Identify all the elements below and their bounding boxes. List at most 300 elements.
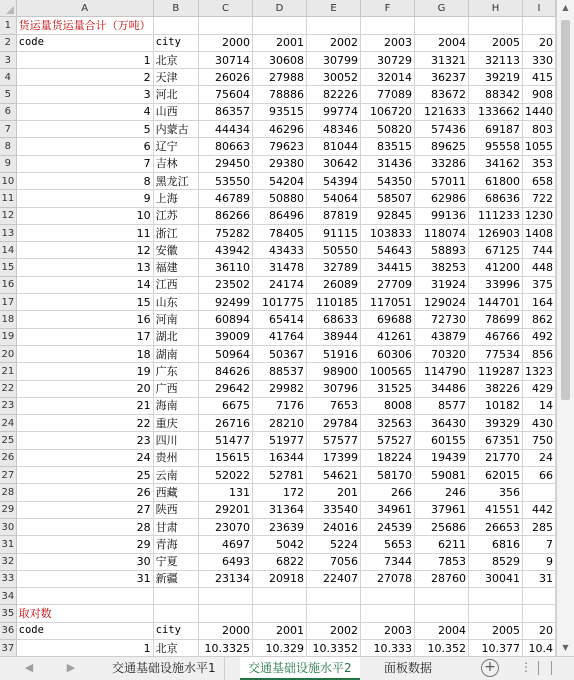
table-cell[interactable] — [252, 588, 306, 605]
row-header[interactable]: 19 — [0, 328, 16, 345]
column-header-b[interactable]: B — [153, 0, 198, 17]
year-header-cell[interactable]: 2002 — [306, 34, 360, 51]
column-header-g[interactable]: G — [414, 0, 468, 17]
value-cell[interactable]: 31321 — [414, 51, 468, 68]
value-cell[interactable]: 27709 — [360, 276, 414, 293]
value-cell[interactable]: 93515 — [252, 103, 306, 120]
code-cell[interactable]: 12 — [16, 242, 153, 259]
sheet-tab-1[interactable]: 交通基础设施水平1 — [104, 657, 225, 680]
value-cell[interactable]: 103833 — [360, 224, 414, 241]
value-cell[interactable]: 31924 — [414, 276, 468, 293]
value-cell[interactable]: 10.3325 — [198, 639, 252, 656]
value-cell[interactable]: 285 — [522, 518, 555, 535]
value-cell[interactable]: 88342 — [468, 86, 522, 103]
city-header-cell[interactable]: city — [153, 34, 198, 51]
value-cell[interactable]: 38944 — [306, 328, 360, 345]
value-cell[interactable]: 66 — [522, 467, 555, 484]
value-cell[interactable]: 52781 — [252, 467, 306, 484]
value-cell[interactable]: 43942 — [198, 242, 252, 259]
city-cell[interactable]: 新疆 — [153, 570, 198, 587]
table-cell[interactable] — [522, 17, 555, 34]
value-cell[interactable]: 95558 — [468, 138, 522, 155]
value-cell[interactable]: 356 — [468, 484, 522, 501]
city-cell[interactable]: 江西 — [153, 276, 198, 293]
row-header[interactable]: 4 — [0, 69, 16, 86]
table-cell[interactable] — [252, 605, 306, 622]
value-cell[interactable]: 21770 — [468, 449, 522, 466]
value-cell[interactable]: 61800 — [468, 172, 522, 189]
scroll-down-icon[interactable]: ▼ — [562, 643, 569, 652]
column-header-f[interactable]: F — [360, 0, 414, 17]
code-cell[interactable]: 21 — [16, 397, 153, 414]
value-cell[interactable]: 10.377 — [468, 639, 522, 656]
value-cell[interactable]: 131 — [198, 484, 252, 501]
code-cell[interactable]: 1 — [16, 639, 153, 656]
value-cell[interactable]: 31478 — [252, 259, 306, 276]
value-cell[interactable]: 31364 — [252, 501, 306, 518]
value-cell[interactable]: 10.3352 — [306, 639, 360, 656]
value-cell[interactable]: 31 — [522, 570, 555, 587]
city-cell[interactable]: 青海 — [153, 536, 198, 553]
city-cell[interactable]: 辽宁 — [153, 138, 198, 155]
value-cell[interactable]: 429 — [522, 380, 555, 397]
row-header[interactable]: 8 — [0, 138, 16, 155]
value-cell[interactable]: 266 — [360, 484, 414, 501]
code-cell[interactable]: 18 — [16, 345, 153, 362]
value-cell[interactable]: 54621 — [306, 467, 360, 484]
city-cell[interactable]: 安徽 — [153, 242, 198, 259]
value-cell[interactable]: 111233 — [468, 207, 522, 224]
value-cell[interactable]: 39219 — [468, 69, 522, 86]
code-cell[interactable]: 4 — [16, 103, 153, 120]
value-cell[interactable]: 330 — [522, 51, 555, 68]
table-cell[interactable] — [306, 17, 360, 34]
value-cell[interactable]: 54643 — [360, 242, 414, 259]
year-header-cell[interactable]: 2000 — [198, 34, 252, 51]
value-cell[interactable]: 7344 — [360, 553, 414, 570]
value-cell[interactable]: 29450 — [198, 155, 252, 172]
city-cell[interactable]: 宁夏 — [153, 553, 198, 570]
city-cell[interactable]: 上海 — [153, 190, 198, 207]
code-cell[interactable]: 10 — [16, 207, 153, 224]
code-cell[interactable]: 30 — [16, 553, 153, 570]
value-cell[interactable]: 101775 — [252, 294, 306, 311]
value-cell[interactable]: 33286 — [414, 155, 468, 172]
value-cell[interactable]: 41551 — [468, 501, 522, 518]
value-cell[interactable]: 27078 — [360, 570, 414, 587]
row-header[interactable]: 10 — [0, 172, 16, 189]
value-cell[interactable]: 51477 — [198, 432, 252, 449]
column-header-h[interactable]: H — [468, 0, 522, 17]
value-cell[interactable]: 50550 — [306, 242, 360, 259]
year-header-cell[interactable]: 20 — [522, 34, 555, 51]
table-cell[interactable] — [153, 588, 198, 605]
value-cell[interactable]: 7176 — [252, 397, 306, 414]
value-cell[interactable]: 10.333 — [360, 639, 414, 656]
select-all-corner[interactable] — [0, 0, 16, 17]
year-header-cell[interactable]: 2001 — [252, 622, 306, 639]
row-header[interactable]: 18 — [0, 311, 16, 328]
value-cell[interactable]: 862 — [522, 311, 555, 328]
value-cell[interactable]: 133662 — [468, 103, 522, 120]
value-cell[interactable]: 28210 — [252, 415, 306, 432]
code-cell[interactable]: 29 — [16, 536, 153, 553]
value-cell[interactable]: 6816 — [468, 536, 522, 553]
value-cell[interactable]: 36237 — [414, 69, 468, 86]
row-header[interactable]: 7 — [0, 121, 16, 138]
table-cell[interactable] — [360, 605, 414, 622]
value-cell[interactable]: 59081 — [414, 467, 468, 484]
year-header-cell[interactable]: 2005 — [468, 34, 522, 51]
value-cell[interactable]: 77089 — [360, 86, 414, 103]
city-cell[interactable]: 吉林 — [153, 155, 198, 172]
value-cell[interactable]: 8008 — [360, 397, 414, 414]
value-cell[interactable]: 82226 — [306, 86, 360, 103]
code-cell[interactable]: 7 — [16, 155, 153, 172]
city-cell[interactable]: 河南 — [153, 311, 198, 328]
row-header[interactable]: 23 — [0, 397, 16, 414]
code-cell[interactable]: 24 — [16, 449, 153, 466]
table-cell[interactable] — [198, 588, 252, 605]
value-cell[interactable]: 27988 — [252, 69, 306, 86]
value-cell[interactable]: 7653 — [306, 397, 360, 414]
value-cell[interactable]: 54394 — [306, 172, 360, 189]
value-cell[interactable]: 54204 — [252, 172, 306, 189]
value-cell[interactable]: 67125 — [468, 242, 522, 259]
code-cell[interactable]: 13 — [16, 259, 153, 276]
value-cell[interactable]: 75604 — [198, 86, 252, 103]
row-header[interactable]: 16 — [0, 276, 16, 293]
column-header-d[interactable]: D — [252, 0, 306, 17]
city-cell[interactable]: 黑龙江 — [153, 172, 198, 189]
city-cell[interactable]: 贵州 — [153, 449, 198, 466]
value-cell[interactable]: 23502 — [198, 276, 252, 293]
year-header-cell[interactable]: 2000 — [198, 622, 252, 639]
table-cell[interactable] — [306, 605, 360, 622]
next-sheet-icon[interactable]: ▶ — [66, 661, 76, 674]
value-cell[interactable]: 20918 — [252, 570, 306, 587]
value-cell[interactable]: 54064 — [306, 190, 360, 207]
value-cell[interactable]: 92499 — [198, 294, 252, 311]
value-cell[interactable]: 201 — [306, 484, 360, 501]
row-header[interactable]: 14 — [0, 242, 16, 259]
value-cell[interactable]: 28760 — [414, 570, 468, 587]
value-cell[interactable]: 32113 — [468, 51, 522, 68]
value-cell[interactable]: 86496 — [252, 207, 306, 224]
value-cell[interactable]: 38253 — [414, 259, 468, 276]
value-cell[interactable]: 24539 — [360, 518, 414, 535]
value-cell[interactable]: 57436 — [414, 121, 468, 138]
value-cell[interactable]: 99136 — [414, 207, 468, 224]
value-cell[interactable]: 19439 — [414, 449, 468, 466]
code-cell[interactable]: 9 — [16, 190, 153, 207]
value-cell[interactable]: 7853 — [414, 553, 468, 570]
row-header[interactable]: 34 — [0, 588, 16, 605]
row-header[interactable]: 28 — [0, 484, 16, 501]
value-cell[interactable]: 29201 — [198, 501, 252, 518]
value-cell[interactable]: 10.329 — [252, 639, 306, 656]
section-title-cell[interactable]: 货运量货运量合计（万吨） — [16, 17, 153, 34]
value-cell[interactable]: 750 — [522, 432, 555, 449]
city-cell[interactable]: 湖南 — [153, 345, 198, 362]
value-cell[interactable]: 70320 — [414, 345, 468, 362]
value-cell[interactable]: 25686 — [414, 518, 468, 535]
value-cell[interactable]: 65414 — [252, 311, 306, 328]
tab-splitter-handle[interactable] — [538, 661, 552, 675]
section-title-cell[interactable]: 取对数 — [16, 605, 153, 622]
value-cell[interactable]: 37961 — [414, 501, 468, 518]
code-cell[interactable]: 5 — [16, 121, 153, 138]
code-cell[interactable]: 31 — [16, 570, 153, 587]
value-cell[interactable]: 79623 — [252, 138, 306, 155]
row-header[interactable]: 2 — [0, 34, 16, 51]
value-cell[interactable]: 32563 — [360, 415, 414, 432]
value-cell[interactable]: 32014 — [360, 69, 414, 86]
value-cell[interactable]: 83672 — [414, 86, 468, 103]
city-cell[interactable]: 海南 — [153, 397, 198, 414]
table-cell[interactable] — [153, 605, 198, 622]
value-cell[interactable]: 50367 — [252, 345, 306, 362]
value-cell[interactable] — [522, 484, 555, 501]
row-header[interactable]: 11 — [0, 190, 16, 207]
value-cell[interactable]: 6493 — [198, 553, 252, 570]
code-cell[interactable]: 23 — [16, 432, 153, 449]
value-cell[interactable]: 5653 — [360, 536, 414, 553]
value-cell[interactable]: 58507 — [360, 190, 414, 207]
table-cell[interactable] — [306, 588, 360, 605]
value-cell[interactable]: 121633 — [414, 103, 468, 120]
value-cell[interactable]: 6211 — [414, 536, 468, 553]
row-header[interactable]: 29 — [0, 501, 16, 518]
value-cell[interactable]: 24 — [522, 449, 555, 466]
value-cell[interactable]: 172 — [252, 484, 306, 501]
code-cell[interactable]: 17 — [16, 328, 153, 345]
more-options-icon[interactable]: ⋮ — [520, 660, 532, 674]
row-header[interactable]: 17 — [0, 294, 16, 311]
value-cell[interactable]: 72730 — [414, 311, 468, 328]
city-cell[interactable]: 四川 — [153, 432, 198, 449]
value-cell[interactable]: 29380 — [252, 155, 306, 172]
value-cell[interactable]: 38226 — [468, 380, 522, 397]
value-cell[interactable]: 69187 — [468, 121, 522, 138]
value-cell[interactable]: 15615 — [198, 449, 252, 466]
value-cell[interactable]: 48346 — [306, 121, 360, 138]
value-cell[interactable]: 41261 — [360, 328, 414, 345]
code-cell[interactable]: 26 — [16, 484, 153, 501]
value-cell[interactable]: 14 — [522, 397, 555, 414]
code-cell[interactable]: 14 — [16, 276, 153, 293]
value-cell[interactable]: 67351 — [468, 432, 522, 449]
city-cell[interactable]: 湖北 — [153, 328, 198, 345]
row-header[interactable]: 24 — [0, 415, 16, 432]
add-sheet-icon[interactable]: + — [481, 659, 499, 677]
value-cell[interactable]: 53550 — [198, 172, 252, 189]
value-cell[interactable]: 60894 — [198, 311, 252, 328]
value-cell[interactable]: 88537 — [252, 363, 306, 380]
value-cell[interactable]: 5042 — [252, 536, 306, 553]
code-header-cell[interactable]: code — [16, 622, 153, 639]
table-cell[interactable] — [360, 17, 414, 34]
column-header-a[interactable]: A — [16, 0, 153, 17]
value-cell[interactable]: 86266 — [198, 207, 252, 224]
city-cell[interactable]: 内蒙古 — [153, 121, 198, 138]
city-cell[interactable]: 北京 — [153, 639, 198, 656]
value-cell[interactable]: 34961 — [360, 501, 414, 518]
code-cell[interactable]: 3 — [16, 86, 153, 103]
value-cell[interactable]: 60306 — [360, 345, 414, 362]
prev-sheet-icon[interactable]: ◀ — [24, 661, 34, 674]
value-cell[interactable]: 856 — [522, 345, 555, 362]
value-cell[interactable]: 32789 — [306, 259, 360, 276]
value-cell[interactable]: 69688 — [360, 311, 414, 328]
value-cell[interactable]: 26653 — [468, 518, 522, 535]
value-cell[interactable]: 658 — [522, 172, 555, 189]
value-cell[interactable]: 5224 — [306, 536, 360, 553]
value-cell[interactable]: 23639 — [252, 518, 306, 535]
value-cell[interactable]: 1230 — [522, 207, 555, 224]
value-cell[interactable]: 84626 — [198, 363, 252, 380]
value-cell[interactable]: 68633 — [306, 311, 360, 328]
value-cell[interactable]: 26716 — [198, 415, 252, 432]
value-cell[interactable]: 24016 — [306, 518, 360, 535]
year-header-cell[interactable]: 2001 — [252, 34, 306, 51]
table-cell[interactable] — [414, 605, 468, 622]
code-cell[interactable]: 11 — [16, 224, 153, 241]
value-cell[interactable]: 41200 — [468, 259, 522, 276]
row-header[interactable]: 31 — [0, 536, 16, 553]
value-cell[interactable]: 86357 — [198, 103, 252, 120]
table-cell[interactable] — [522, 605, 555, 622]
value-cell[interactable]: 1323 — [522, 363, 555, 380]
value-cell[interactable]: 68636 — [468, 190, 522, 207]
value-cell[interactable]: 118074 — [414, 224, 468, 241]
value-cell[interactable]: 31436 — [360, 155, 414, 172]
city-cell[interactable]: 陕西 — [153, 501, 198, 518]
value-cell[interactable]: 10.4 — [522, 639, 555, 656]
value-cell[interactable]: 83515 — [360, 138, 414, 155]
value-cell[interactable]: 415 — [522, 69, 555, 86]
code-cell[interactable]: 22 — [16, 415, 153, 432]
value-cell[interactable]: 57527 — [360, 432, 414, 449]
row-header[interactable]: 1 — [0, 17, 16, 34]
city-cell[interactable]: 北京 — [153, 51, 198, 68]
value-cell[interactable]: 58893 — [414, 242, 468, 259]
code-cell[interactable]: 28 — [16, 518, 153, 535]
value-cell[interactable]: 17399 — [306, 449, 360, 466]
value-cell[interactable]: 144701 — [468, 294, 522, 311]
value-cell[interactable]: 1055 — [522, 138, 555, 155]
row-header[interactable]: 21 — [0, 363, 16, 380]
row-header[interactable]: 25 — [0, 432, 16, 449]
value-cell[interactable]: 58170 — [360, 467, 414, 484]
value-cell[interactable]: 30799 — [306, 51, 360, 68]
table-cell[interactable] — [468, 17, 522, 34]
value-cell[interactable]: 62015 — [468, 467, 522, 484]
value-cell[interactable]: 31525 — [360, 380, 414, 397]
value-cell[interactable]: 10.352 — [414, 639, 468, 656]
value-cell[interactable]: 6822 — [252, 553, 306, 570]
value-cell[interactable]: 89625 — [414, 138, 468, 155]
column-header-e[interactable]: E — [306, 0, 360, 17]
table-cell[interactable] — [252, 17, 306, 34]
value-cell[interactable]: 46789 — [198, 190, 252, 207]
sheet-tab-3[interactable]: 面板数据 — [384, 661, 433, 675]
value-cell[interactable]: 46296 — [252, 121, 306, 138]
table-cell[interactable] — [414, 588, 468, 605]
value-cell[interactable]: 98900 — [306, 363, 360, 380]
value-cell[interactable]: 41764 — [252, 328, 306, 345]
value-cell[interactable]: 33996 — [468, 276, 522, 293]
value-cell[interactable]: 99774 — [306, 103, 360, 120]
code-cell[interactable]: 6 — [16, 138, 153, 155]
value-cell[interactable]: 43879 — [414, 328, 468, 345]
value-cell[interactable]: 29982 — [252, 380, 306, 397]
row-header[interactable]: 33 — [0, 570, 16, 587]
value-cell[interactable]: 92845 — [360, 207, 414, 224]
city-cell[interactable]: 福建 — [153, 259, 198, 276]
code-cell[interactable]: 15 — [16, 294, 153, 311]
value-cell[interactable]: 60155 — [414, 432, 468, 449]
value-cell[interactable]: 30714 — [198, 51, 252, 68]
value-cell[interactable]: 52022 — [198, 467, 252, 484]
value-cell[interactable]: 34162 — [468, 155, 522, 172]
value-cell[interactable]: 492 — [522, 328, 555, 345]
city-header-cell[interactable]: city — [153, 622, 198, 639]
table-cell[interactable] — [198, 17, 252, 34]
table-cell[interactable] — [468, 605, 522, 622]
value-cell[interactable]: 430 — [522, 415, 555, 432]
value-cell[interactable]: 54350 — [360, 172, 414, 189]
city-cell[interactable]: 浙江 — [153, 224, 198, 241]
table-cell[interactable] — [16, 588, 153, 605]
table-cell[interactable] — [522, 588, 555, 605]
value-cell[interactable]: 30041 — [468, 570, 522, 587]
value-cell[interactable]: 803 — [522, 121, 555, 138]
value-cell[interactable]: 51977 — [252, 432, 306, 449]
value-cell[interactable]: 722 — [522, 190, 555, 207]
value-cell[interactable]: 81044 — [306, 138, 360, 155]
value-cell[interactable]: 33540 — [306, 501, 360, 518]
value-cell[interactable]: 26026 — [198, 69, 252, 86]
column-header-c[interactable]: C — [198, 0, 252, 17]
value-cell[interactable]: 36430 — [414, 415, 468, 432]
row-header[interactable]: 6 — [0, 103, 16, 120]
city-cell[interactable]: 河北 — [153, 86, 198, 103]
code-cell[interactable]: 8 — [16, 172, 153, 189]
sheet-tab-2-active[interactable]: 交通基础设施水平2 — [240, 657, 360, 680]
value-cell[interactable]: 4697 — [198, 536, 252, 553]
value-cell[interactable]: 23070 — [198, 518, 252, 535]
value-cell[interactable]: 26089 — [306, 276, 360, 293]
table-cell[interactable] — [414, 17, 468, 34]
city-cell[interactable]: 江苏 — [153, 207, 198, 224]
code-cell[interactable]: 20 — [16, 380, 153, 397]
value-cell[interactable]: 29642 — [198, 380, 252, 397]
table-cell[interactable] — [153, 17, 198, 34]
value-cell[interactable]: 129024 — [414, 294, 468, 311]
row-header[interactable]: 26 — [0, 449, 16, 466]
value-cell[interactable]: 24174 — [252, 276, 306, 293]
row-header[interactable]: 36 — [0, 622, 16, 639]
value-cell[interactable]: 91115 — [306, 224, 360, 241]
row-header[interactable]: 12 — [0, 207, 16, 224]
row-header[interactable]: 37 — [0, 639, 16, 656]
table-cell[interactable] — [360, 588, 414, 605]
value-cell[interactable]: 78699 — [468, 311, 522, 328]
value-cell[interactable]: 30052 — [306, 69, 360, 86]
value-cell[interactable]: 57577 — [306, 432, 360, 449]
value-cell[interactable]: 39009 — [198, 328, 252, 345]
